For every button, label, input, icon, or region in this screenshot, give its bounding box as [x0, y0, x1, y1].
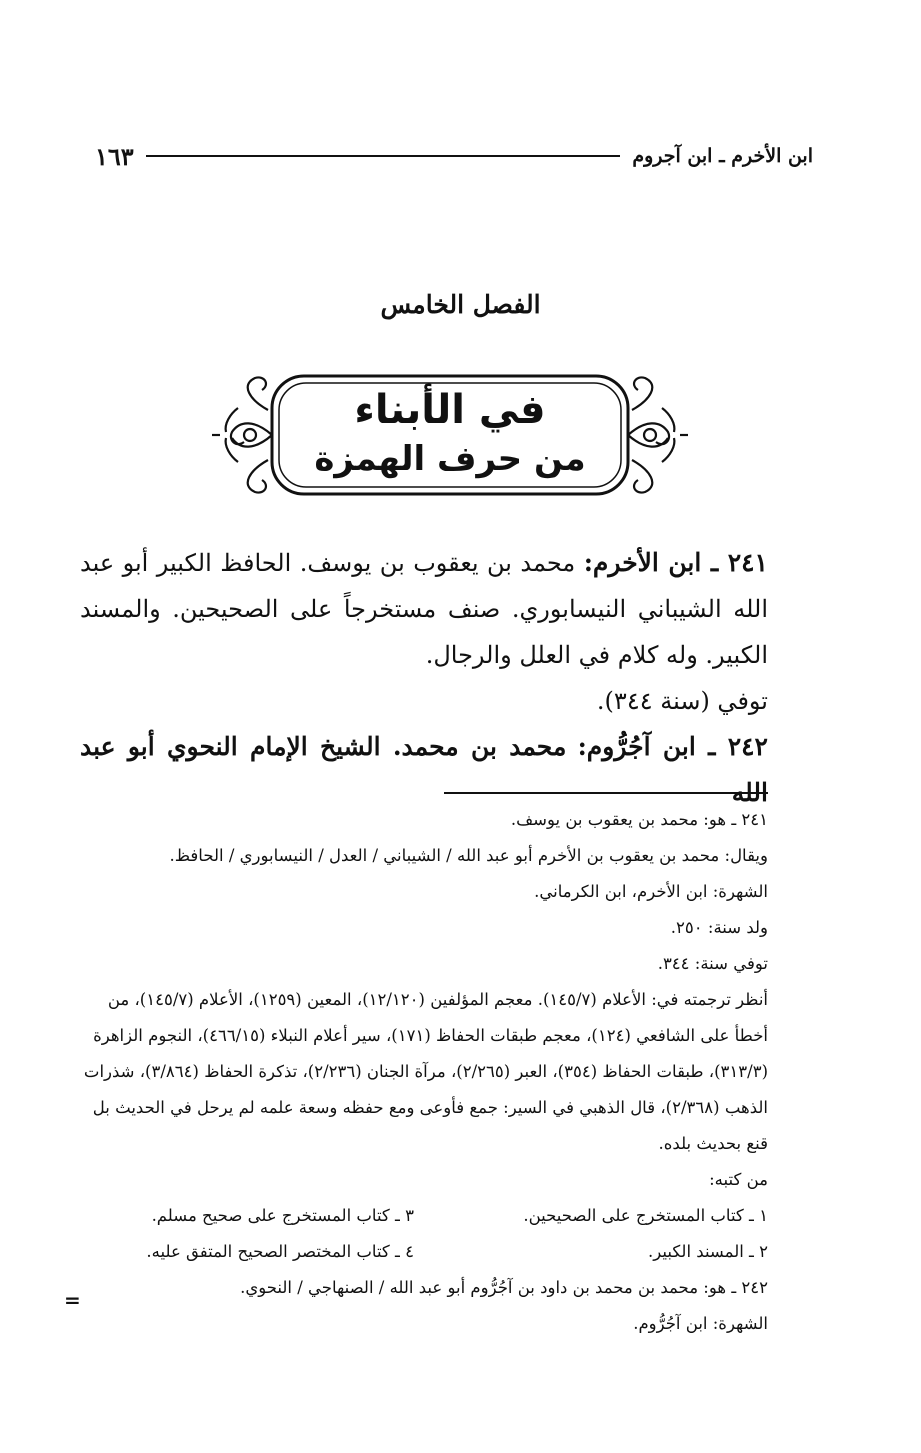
entry-242-body: محمد بن محمد. الشيخ الإمام النحوي أبو عبد الله	[80, 732, 768, 807]
footnote-241-died: توفي سنة: ٣٤٤.	[657, 954, 768, 973]
footnote-241-born: ولد سنة: ٢٥٠.	[670, 918, 768, 937]
footnote-241-fame: الشهرة: ابن الأخرم، ابن الكرماني.	[534, 882, 768, 901]
entry-241-body: محمد بن يعقوب بن يوسف. الحافظ الكبير أبو عبد الله الشيباني النيسابوري. صنف مستخرجاً على الصحيحين. والمسند الكبير. وله كلام في العلل والرجال.	[80, 549, 768, 669]
footnote-241-references: أنظر ترجمته في: الأعلام (١٤٥/٧). معجم المؤلفين (١٢/١٢٠)، المعين (١٢٥٩)، الأعلام (١٤٥/٧)، من أخطأ على الشافعي (١٢٤)، معجم طبقات الحفاظ (١٧١)، سير أعلام النبلاء (٤٦٦/١٥)، النجوم الزاهرة (٣١٣/٣)، طبقات الحفاظ (٣٥٤)، العبر (٢/٢٦٥)، مرآة الجنان (٢/٢٣٦)، تذكرة الحفاظ (٣/٨٦٤)، شذرات الذهب (٢/٣٦٨)، قال الذهبي في السير: جمع فأوعى ومع حفظه وسعة علمه لم يرحل في الحديث بل قنع بحديث بلده.	[83, 990, 768, 1153]
main-text	[80, 540, 768, 816]
continuation-mark: =	[64, 1288, 81, 1312]
footnote-241-heading: ٢٤١ ـ هو: محمد بن يعقوب بن يوسف.	[510, 810, 768, 829]
running-title: ابن الأخرم ـ ابن آجروم	[632, 145, 813, 167]
entry-242-heading: ٢٤٢ ـ ابن آجُرُّوم:	[577, 732, 768, 761]
book-item: ٢ ـ المسند الكبير.	[648, 1242, 768, 1261]
footnotes	[80, 802, 768, 1342]
ornamental-title-frame	[210, 370, 690, 500]
book-item: ٣ ـ كتاب المستخرج على صحيح مسلم.	[151, 1206, 414, 1225]
frame-title-line1: في الأبناء	[354, 387, 546, 433]
footnote-241-aka: ويقال: محمد بن يعقوب بن الأخرم أبو عبد الله / الشيباني / العدل / النيسابوري / الحافظ.	[169, 846, 768, 865]
entry-241	[80, 540, 768, 678]
footnote-separator	[444, 792, 768, 794]
running-header	[95, 138, 813, 174]
header-rule	[146, 155, 621, 157]
book-item: ١ ـ كتاب المستخرج على الصحيحين.	[523, 1206, 768, 1225]
footnote-242-heading: ٢٤٢ ـ هو: محمد بن محمد بن داود بن آجُرُّوم أبو عبد الله / الصنهاجي / النحوي.	[240, 1278, 768, 1297]
page-number: ١٦٣	[95, 141, 134, 171]
books-list	[80, 1198, 768, 1270]
footnote-242-fame: الشهرة: ابن آجُرُّوم.	[633, 1314, 768, 1333]
footnote-241-books-label: من كتبه:	[709, 1170, 768, 1189]
chapter-title: الفصل الخامس	[380, 290, 541, 319]
frame-title-line2: من حرف الهمزة	[314, 439, 586, 479]
entry-241-heading: ٢٤١ ـ ابن الأخرم:	[583, 548, 768, 577]
book-item: ٤ ـ كتاب المختصر الصحيح المتفق عليه.	[146, 1242, 414, 1261]
entry-241-death: توفي (سنة ٣٤٤).	[596, 687, 768, 715]
